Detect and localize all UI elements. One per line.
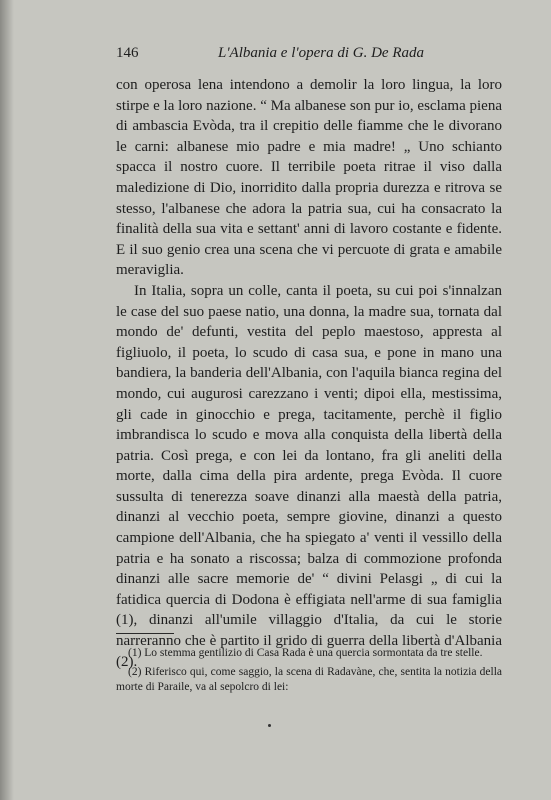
body-text [116,75,502,672]
page-number: 146 [116,45,139,61]
ink-speck [268,724,271,727]
paragraph: In Italia, sopra un colle, canta il poeta, su cui poi s'innalzan le case del suo paese natio, una donna, la madre sua, tornata dal mondo de' defunti, vestita del peplo maestoso, appresta al figliuolo, il poeta, lo scudo di casa sua, e pone in mano una bandiera, la banderia dell'Albania, con l'aquila bianca regina del mondo, cui augurosi carezzano i venti; dipoi ella, mestissima, gli cade in ginocchio e prega, tacitamente, perchè il figlio imbrandisca lo scudo e mova alla conquista della libertà della patria. Così prega, e con lei da lontano, fra gli aneliti della morte, dalla cima della pira ardente, prega Evòda. Il cuore sussulta di tenerezza soave dinanzi alla maestà della patria, dinanzi al vecchio poeta, sempre giovine, dinanzi a questo campione dell'Albania, che ha spiegato a' venti il vessillo della patria e ha sonato a riscossa; balza di commozione profonda dinanzi alle sacre memorie de' “ divini Pelasgi „ di cui la fatidica quercia di Dodona è effigiata nell'arme di sua famiglia (1), dinanzi all'umile villaggio d'Italia, da cui le storie narreranno che è partito il grido di guerra della libertà d'Albania (2). [116,282,502,670]
binding-shadow [0,0,14,800]
footnote: (2) Riferisco qui, come saggio, la scena di Radavàne, che, sentita la notizia della morte di Paraile, va al sepolcro di lei: [116,666,502,693]
paragraph: con operosa lena intendono a demolir la loro lingua, la loro stirpe e la loro nazione. “ Ma albanese son pur io, esclama piena di ambascia Evòda, tra il crepitio delle fiamme che le divorano le carni: albanese mio padre e mia madre! „ Uno schianto spacca il nostro cuore. Il terribile poeta ritrae il viso dalla maledizione di Dio, inorridito dalla propria durezza e ritrova se stesso, l'albanese che adora la patria sua, cui ha consacrato la finalità della sua vita e settant' anni di lavoro costante e fidente. E il suo genio crea una scena che vi percuote di grata e amabile meraviglia. [116,77,502,279]
footnotes [116,646,502,699]
footnote: (1) Lo stemma gentilizio di Casa Rada è una quercia sormontata da tre stelle. [128,647,483,659]
footnote-rule [116,633,174,634]
running-title: L'Albania e l'opera di G. De Rada [218,45,424,61]
page-header [116,45,502,65]
